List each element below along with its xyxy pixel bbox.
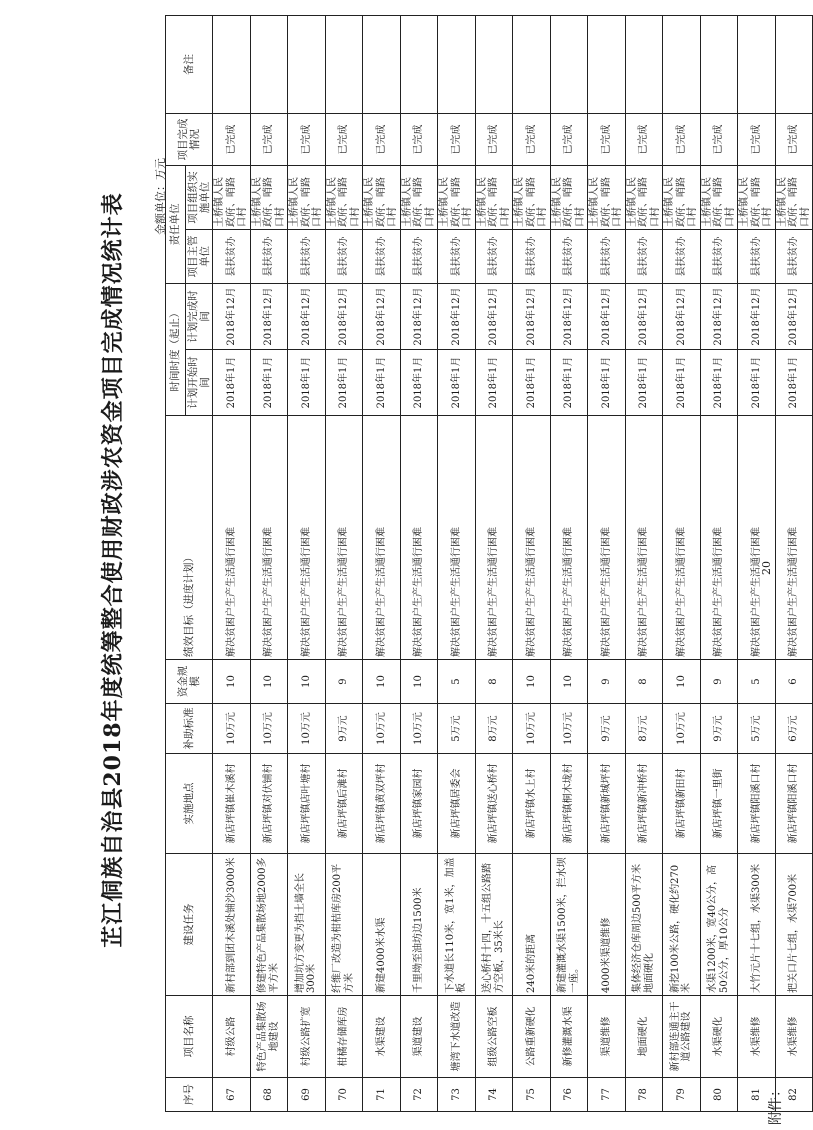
cell-standard: 9万元 xyxy=(700,704,738,754)
cell-end: 2018年12月 xyxy=(250,284,288,350)
cell-location: 新店坪镇阳溪口村 xyxy=(738,754,776,854)
table-row xyxy=(325,16,363,1112)
cell-seq: 74 xyxy=(475,1078,513,1112)
cell-seq: 70 xyxy=(325,1078,363,1112)
cell-start: 2018年1月 xyxy=(588,350,626,416)
cell-task: 送心桥村十四，十五组公路踏方空板，35米长 xyxy=(475,854,513,996)
cell-seq: 69 xyxy=(288,1078,326,1112)
cell-start: 2018年1月 xyxy=(775,350,813,416)
cell-location: 新店坪镇家园村 xyxy=(400,754,438,854)
unit-note: 金额单位：万元 xyxy=(154,158,167,235)
cell-task: 集体经济仓库周边500平方米地面硬化 xyxy=(625,854,663,996)
cell-lead: 县扶贫办 xyxy=(700,230,738,284)
cell-amount: 8 xyxy=(625,660,663,704)
cell-start: 2018年1月 xyxy=(288,350,326,416)
cell-goal: 解决贫困户生产生活通行困难 xyxy=(700,416,738,660)
cell-end: 2018年12月 xyxy=(775,284,813,350)
cell-lead: 县扶贫办 xyxy=(325,230,363,284)
cell-location: 新店坪镇新城坪村 xyxy=(588,754,626,854)
cell-status: 已完成 xyxy=(363,114,401,166)
cell-status: 已完成 xyxy=(513,114,551,166)
cell-end: 2018年12月 xyxy=(513,284,551,350)
cell-status: 已完成 xyxy=(213,114,251,166)
cell-impl: 土桥镇人民政府、哨路口村 xyxy=(213,166,251,230)
cell-location: 新店坪镇送心桥村 xyxy=(475,754,513,854)
cell-seq: 67 xyxy=(213,1078,251,1112)
cell-name: 新修灌溉水渠 xyxy=(550,996,588,1078)
cell-lead: 县扶贫办 xyxy=(400,230,438,284)
cell-start: 2018年1月 xyxy=(513,350,551,416)
cell-seq: 77 xyxy=(588,1078,626,1112)
table-row xyxy=(213,16,251,1112)
cell-status: 已完成 xyxy=(288,114,326,166)
header-status: 项目完成情况 xyxy=(166,114,213,166)
cell-name: 新村部连通主干道公路建设 xyxy=(663,996,701,1078)
cell-name: 村级公路 xyxy=(213,996,251,1078)
cell-standard: 10万元 xyxy=(288,704,326,754)
cell-task: 新村部到团木溪处铺沙3000米 xyxy=(213,854,251,996)
cell-status: 已完成 xyxy=(250,114,288,166)
cell-remark xyxy=(213,16,251,114)
cell-goal: 解决贫困户生产生活通行困难 xyxy=(513,416,551,660)
table-body xyxy=(213,16,813,1112)
header-location: 实施地点 xyxy=(166,754,213,854)
cell-seq: 72 xyxy=(400,1078,438,1112)
cell-seq: 82 xyxy=(775,1078,813,1112)
cell-status: 已完成 xyxy=(588,114,626,166)
cell-location: 新店坪镇桐木垅村 xyxy=(550,754,588,854)
cell-lead: 县扶贫办 xyxy=(588,230,626,284)
cell-impl: 土桥镇人民政府、哨路口村 xyxy=(400,166,438,230)
cell-goal: 解决贫困户生产生活通行困难 xyxy=(213,416,251,660)
cell-impl: 土桥镇人民政府、哨路口村 xyxy=(625,166,663,230)
cell-location: 新店坪镇阳溪口村 xyxy=(775,754,813,854)
table-row xyxy=(513,16,551,1112)
cell-remark xyxy=(325,16,363,114)
table-row xyxy=(663,16,701,1112)
cell-lead: 县扶贫办 xyxy=(363,230,401,284)
cell-start: 2018年1月 xyxy=(738,350,776,416)
cell-amount: 10 xyxy=(250,660,288,704)
cell-impl: 土桥镇人民政府、哨路口村 xyxy=(588,166,626,230)
cell-lead: 县扶贫办 xyxy=(213,230,251,284)
cell-task: 新建灌溉水渠1500米，拦水坝一座。 xyxy=(550,854,588,996)
cell-remark xyxy=(588,16,626,114)
cell-amount: 10 xyxy=(213,660,251,704)
cell-impl: 土桥镇人民政府、哨路口村 xyxy=(363,166,401,230)
cell-task: 纤维厂改造为柑桔库房200平方米 xyxy=(325,854,363,996)
cell-goal: 解决贫困户生产生活通行困难 xyxy=(775,416,813,660)
cell-end: 2018年12月 xyxy=(550,284,588,350)
cell-remark xyxy=(250,16,288,114)
cell-goal: 解决贫困户生产生活通行困难 xyxy=(625,416,663,660)
cell-goal: 解决贫困户生产生活通行困难 xyxy=(438,416,476,660)
header-standard: 补助标准 xyxy=(166,704,213,754)
cell-lead: 县扶贫办 xyxy=(550,230,588,284)
header-lead: 项目主管单位 xyxy=(186,230,213,284)
cell-end: 2018年12月 xyxy=(663,284,701,350)
cell-goal: 解决贫困户生产生活通行困难 xyxy=(363,416,401,660)
cell-task: 新挖100米公路，硬化约270米 xyxy=(663,854,701,996)
cell-location: 新店坪镇后滩村 xyxy=(325,754,363,854)
cell-end: 2018年12月 xyxy=(625,284,663,350)
cell-task: 千里坳至油坊边1500米 xyxy=(400,854,438,996)
cell-start: 2018年1月 xyxy=(400,350,438,416)
cell-amount: 6 xyxy=(775,660,813,704)
cell-standard: 9万元 xyxy=(588,704,626,754)
cell-lead: 县扶贫办 xyxy=(288,230,326,284)
cell-status: 已完成 xyxy=(738,114,776,166)
cell-end: 2018年12月 xyxy=(438,284,476,350)
cell-name: 特色产品集散场地建设 xyxy=(250,996,288,1078)
cell-end: 2018年12月 xyxy=(738,284,776,350)
cell-remark xyxy=(363,16,401,114)
header-task: 建设任务 xyxy=(166,854,213,996)
cell-task: 下水道长110米，宽1米，加盖板 xyxy=(438,854,476,996)
cell-standard: 10万元 xyxy=(213,704,251,754)
cell-impl: 土桥镇人民政府、哨路口村 xyxy=(288,166,326,230)
cell-amount: 10 xyxy=(550,660,588,704)
cell-amount: 10 xyxy=(513,660,551,704)
cell-status: 已完成 xyxy=(400,114,438,166)
cell-status: 已完成 xyxy=(475,114,513,166)
header-end: 计划完成时间 xyxy=(186,284,213,350)
cell-remark xyxy=(550,16,588,114)
cell-seq: 80 xyxy=(700,1078,738,1112)
cell-impl: 土桥镇人民政府、哨路口村 xyxy=(700,166,738,230)
cell-standard: 10万元 xyxy=(663,704,701,754)
cell-start: 2018年1月 xyxy=(475,350,513,416)
cell-standard: 6万元 xyxy=(775,704,813,754)
cell-name: 渠道维修 xyxy=(588,996,626,1078)
cell-lead: 县扶贫办 xyxy=(663,230,701,284)
cell-location: 新店坪镇崔木溪村 xyxy=(213,754,251,854)
cell-goal: 解决贫困户生产生活通行困难 xyxy=(325,416,363,660)
cell-name: 水渠维修 xyxy=(738,996,776,1078)
table-row xyxy=(700,16,738,1112)
cell-location: 新店坪镇一里街 xyxy=(700,754,738,854)
cell-seq: 81 xyxy=(738,1078,776,1112)
cell-goal: 解决贫困户生产生活通行困难 xyxy=(288,416,326,660)
cell-task: 大竹元片十七组，水渠300米 xyxy=(738,854,776,996)
cell-goal: 解决贫困户生产生活通行困难 xyxy=(250,416,288,660)
cell-status: 已完成 xyxy=(325,114,363,166)
cell-standard: 10万元 xyxy=(550,704,588,754)
page-number: 20 xyxy=(760,561,773,575)
cell-task: 水渠1200米，宽40公分，高50公分，厚10公分 xyxy=(700,854,738,996)
header-goal: 绩效目标（进度计划） xyxy=(166,416,213,660)
cell-name: 组级公路空板 xyxy=(475,996,513,1078)
cell-name: 公路重新硬化 xyxy=(513,996,551,1078)
table-row xyxy=(400,16,438,1112)
header-start: 计划开始时间 xyxy=(186,350,213,416)
cell-lead: 县扶贫办 xyxy=(625,230,663,284)
cell-amount: 10 xyxy=(363,660,401,704)
cell-task: 修建特色产品集散场地2000多平方米 xyxy=(250,854,288,996)
header-amount: 资金规模 xyxy=(166,660,213,704)
cell-name: 水渠硬化 xyxy=(700,996,738,1078)
cell-status: 已完成 xyxy=(438,114,476,166)
cell-standard: 10万元 xyxy=(250,704,288,754)
cell-remark xyxy=(775,16,813,114)
cell-start: 2018年1月 xyxy=(363,350,401,416)
cell-location: 新店坪镇店叶塘村 xyxy=(288,754,326,854)
cell-goal: 解决贫困户生产生活通行困难 xyxy=(738,416,776,660)
cell-start: 2018年1月 xyxy=(550,350,588,416)
header-seq: 序号 xyxy=(166,1078,213,1112)
cell-status: 已完成 xyxy=(775,114,813,166)
cell-location: 新店坪镇新田村 xyxy=(663,754,701,854)
cell-seq: 73 xyxy=(438,1078,476,1112)
cell-location: 新店坪镇居委会 xyxy=(438,754,476,854)
table-row xyxy=(775,16,813,1112)
cell-name: 渠道建设 xyxy=(400,996,438,1078)
cell-end: 2018年12月 xyxy=(288,284,326,350)
cell-impl: 土桥镇人民政府、哨路口村 xyxy=(738,166,776,230)
cell-name: 村级公路扩宽 xyxy=(288,996,326,1078)
cell-impl: 土桥镇人民政府、哨路口村 xyxy=(775,166,813,230)
cell-amount: 10 xyxy=(400,660,438,704)
table-row xyxy=(550,16,588,1112)
cell-impl: 土桥镇人民政府、哨路口村 xyxy=(325,166,363,230)
header-name: 项目名称 xyxy=(166,996,213,1078)
cell-remark xyxy=(625,16,663,114)
table-row xyxy=(438,16,476,1112)
cell-seq: 76 xyxy=(550,1078,588,1112)
cell-seq: 79 xyxy=(663,1078,701,1112)
cell-standard: 10万元 xyxy=(363,704,401,754)
cell-standard: 5万元 xyxy=(738,704,776,754)
cell-location: 新店坪镇新冲桥村 xyxy=(625,754,663,854)
cell-end: 2018年12月 xyxy=(475,284,513,350)
cell-lead: 县扶贫办 xyxy=(475,230,513,284)
cell-standard: 10万元 xyxy=(513,704,551,754)
cell-lead: 县扶贫办 xyxy=(775,230,813,284)
cell-remark xyxy=(513,16,551,114)
cell-start: 2018年1月 xyxy=(700,350,738,416)
cell-goal: 解决贫困户生产生活通行困难 xyxy=(663,416,701,660)
cell-remark xyxy=(400,16,438,114)
cell-name: 地面硬化 xyxy=(625,996,663,1078)
cell-status: 已完成 xyxy=(550,114,588,166)
cell-remark xyxy=(738,16,776,114)
cell-impl: 土桥镇人民政府、哨路口村 xyxy=(513,166,551,230)
cell-location: 新店坪镇对伏铺村 xyxy=(250,754,288,854)
table-row xyxy=(625,16,663,1112)
cell-remark xyxy=(663,16,701,114)
attachment-label: 附件： xyxy=(768,1083,784,1125)
cell-end: 2018年12月 xyxy=(363,284,401,350)
cell-goal: 解决贫困户生产生活通行困难 xyxy=(550,416,588,660)
cell-end: 2018年12月 xyxy=(700,284,738,350)
cell-end: 2018年12月 xyxy=(400,284,438,350)
cell-amount: 9 xyxy=(588,660,626,704)
cell-seq: 75 xyxy=(513,1078,551,1112)
cell-standard: 9万元 xyxy=(325,704,363,754)
cell-start: 2018年1月 xyxy=(438,350,476,416)
header-impl: 项目组织实施单位 xyxy=(186,166,213,230)
cell-standard: 8万元 xyxy=(475,704,513,754)
cell-start: 2018年1月 xyxy=(663,350,701,416)
cell-start: 2018年1月 xyxy=(213,350,251,416)
cell-task: 240米的距离 xyxy=(513,854,551,996)
cell-start: 2018年1月 xyxy=(625,350,663,416)
cell-location: 新店坪镇黄双坪村 xyxy=(363,754,401,854)
cell-end: 2018年12月 xyxy=(588,284,626,350)
cell-location: 新店坪镇水上村 xyxy=(513,754,551,854)
cell-lead: 县扶贫办 xyxy=(738,230,776,284)
cell-amount: 10 xyxy=(288,660,326,704)
cell-amount: 9 xyxy=(700,660,738,704)
cell-name: 柑橘存储库房 xyxy=(325,996,363,1078)
cell-status: 已完成 xyxy=(663,114,701,166)
cell-standard: 8万元 xyxy=(625,704,663,754)
table-row xyxy=(475,16,513,1112)
table-row xyxy=(288,16,326,1112)
cell-task: 把关口片七组，水渠700米 xyxy=(775,854,813,996)
cell-name: 塘湾下水道改造 xyxy=(438,996,476,1078)
cell-impl: 土桥镇人民政府、哨路口村 xyxy=(475,166,513,230)
cell-name: 水渠维修 xyxy=(775,996,813,1078)
cell-seq: 68 xyxy=(250,1078,288,1112)
cell-start: 2018年1月 xyxy=(325,350,363,416)
cell-remark xyxy=(700,16,738,114)
cell-amount: 5 xyxy=(738,660,776,704)
header-remark: 备注 xyxy=(166,16,213,114)
cell-standard: 5万元 xyxy=(438,704,476,754)
cell-amount: 10 xyxy=(663,660,701,704)
cell-goal: 解决贫困户生产生活通行困难 xyxy=(400,416,438,660)
table-row xyxy=(588,16,626,1112)
cell-lead: 县扶贫办 xyxy=(438,230,476,284)
cell-lead: 县扶贫办 xyxy=(513,230,551,284)
cell-amount: 8 xyxy=(475,660,513,704)
cell-task: 增加坑方变更为挡土墙全长300米 xyxy=(288,854,326,996)
page-title: 芷江侗族自治县2018年度统筹整合使用财政涉农资金项目完成情况统计表 xyxy=(100,192,126,948)
cell-impl: 土桥镇人民政府、哨路口村 xyxy=(663,166,701,230)
cell-impl: 土桥镇人民政府、哨路口村 xyxy=(550,166,588,230)
cell-seq: 71 xyxy=(363,1078,401,1112)
project-table xyxy=(165,15,813,1112)
cell-remark xyxy=(438,16,476,114)
cell-lead: 县扶贫办 xyxy=(250,230,288,284)
cell-start: 2018年1月 xyxy=(250,350,288,416)
cell-remark xyxy=(288,16,326,114)
cell-end: 2018年12月 xyxy=(213,284,251,350)
cell-impl: 土桥镇人民政府、哨路口村 xyxy=(250,166,288,230)
table-row xyxy=(250,16,288,1112)
cell-impl: 土桥镇人民政府、哨路口村 xyxy=(438,166,476,230)
cell-standard: 10万元 xyxy=(400,704,438,754)
cell-remark xyxy=(475,16,513,114)
cell-amount: 5 xyxy=(438,660,476,704)
cell-status: 已完成 xyxy=(700,114,738,166)
cell-seq: 78 xyxy=(625,1078,663,1112)
header-time-group: 时间时度（起止） xyxy=(166,284,186,416)
cell-end: 2018年12月 xyxy=(325,284,363,350)
cell-goal: 解决贫困户生产生活通行困难 xyxy=(588,416,626,660)
cell-status: 已完成 xyxy=(625,114,663,166)
header-resp-group: 责任单位 xyxy=(166,166,186,284)
cell-task: 新建4000米水渠 xyxy=(363,854,401,996)
cell-name: 水渠建设 xyxy=(363,996,401,1078)
cell-goal: 解决贫困户生产生活通行困难 xyxy=(475,416,513,660)
table-row xyxy=(363,16,401,1112)
cell-task: 4000米渠道维修 xyxy=(588,854,626,996)
cell-amount: 9 xyxy=(325,660,363,704)
